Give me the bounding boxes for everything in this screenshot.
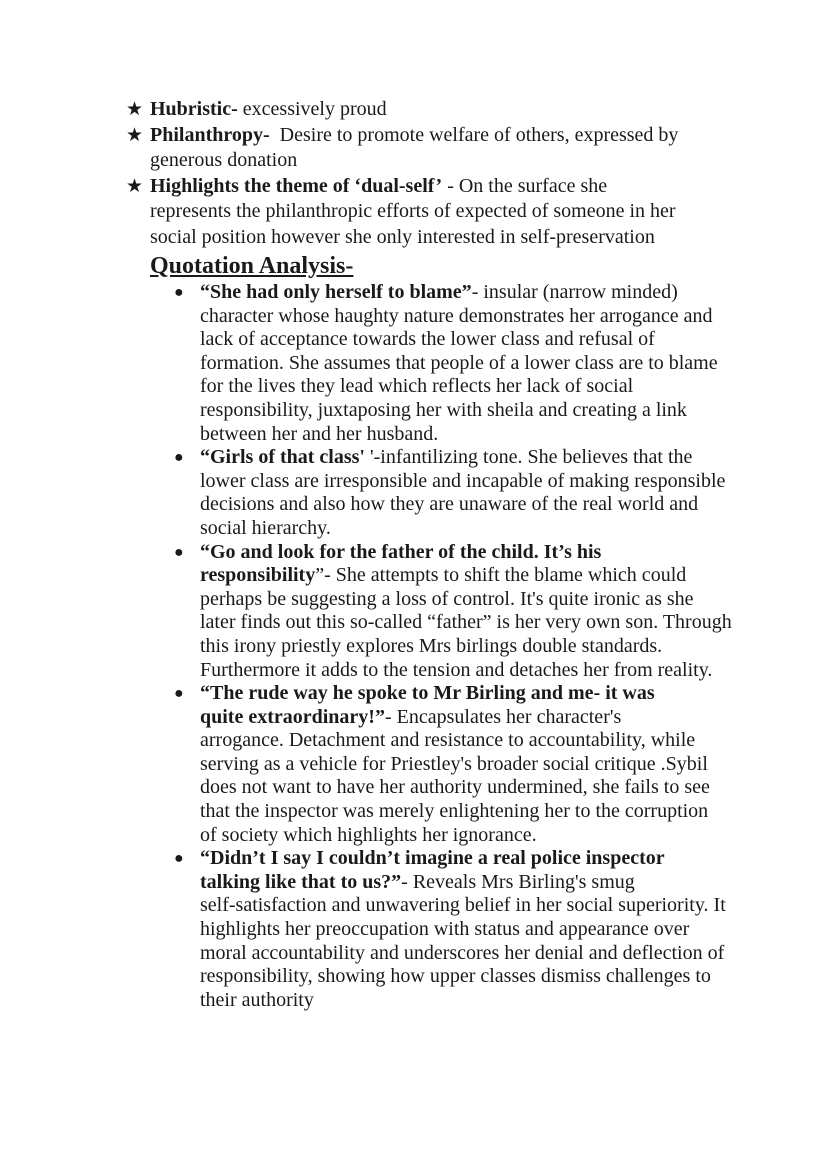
description-text: for the lives they lead which reflects her lack of social xyxy=(200,375,634,398)
quote-line xyxy=(200,541,732,565)
description-text: lower class are irresponsible and incapable of making responsible xyxy=(200,469,726,492)
item-first-line xyxy=(200,281,732,305)
star-icon: ★ xyxy=(126,175,144,197)
definition-item xyxy=(126,123,678,174)
analysis-text: Furthermore it adds to the tension and detaches her from reality. xyxy=(200,658,713,681)
analysis-text: of society which highlights her ignorance. xyxy=(200,823,537,846)
quotes-list xyxy=(172,281,732,1012)
description-text: formation. She assumes that people of a lower class are to blame xyxy=(200,351,718,374)
analysis-text: arrogance. Detachment and resistance to accountability, while xyxy=(200,729,696,752)
analysis-text: ”- She attempts to shift the blame which could xyxy=(315,564,687,587)
description-text: social position however she only interested in self-preservation xyxy=(150,225,655,248)
quote-text: “Didn’t I say I couldn’t imagine a real police inspector xyxy=(200,847,665,870)
bullet-icon: ● xyxy=(174,449,184,467)
analysis-text: their authority xyxy=(200,988,314,1011)
quote-line xyxy=(200,706,732,730)
quote-line xyxy=(200,564,732,588)
term-text: Philanthropy- xyxy=(150,123,270,146)
term-text: “Girls of that class' xyxy=(200,446,370,469)
definition-item xyxy=(126,174,678,251)
quote-text: talking like that to us?” xyxy=(200,870,402,893)
bullet-icon: ● xyxy=(174,685,184,703)
bullet-icon: ● xyxy=(174,850,184,868)
analysis-text: responsibility, showing how upper classes dismiss challenges to xyxy=(200,965,711,988)
quote-line xyxy=(200,871,732,895)
analysis-text: perhaps be suggesting a loss of control. It's quite ironic as she xyxy=(200,587,694,610)
description-text: decisions and also how they are unaware of the real world and xyxy=(200,493,699,516)
analysis-text: serving as a vehicle for Priestley's broader social critique .Sybil xyxy=(200,752,708,775)
description-text: - On the surface she xyxy=(442,174,608,197)
analysis-text: that the inspector was merely enlightening her to the corruption xyxy=(200,800,709,823)
star-icon: ★ xyxy=(126,124,144,146)
quote-line xyxy=(200,847,732,871)
item-first-line xyxy=(200,446,732,470)
star-icon: ★ xyxy=(126,99,144,120)
analysis-text: self-satisfaction and unwavering belief in her social superiority. It xyxy=(200,894,726,917)
analysis-text: later finds out this so-called “father” is her very own son. Through xyxy=(200,611,732,634)
quote-line xyxy=(200,682,732,706)
term-text: Hubristic- xyxy=(150,98,238,120)
description-text: responsibility, juxtaposing her with sheila and creating a link xyxy=(200,398,687,421)
term-text: “She had only herself to blame” xyxy=(200,281,472,303)
quotation-analysis-heading: Quotation Analysis- xyxy=(150,253,354,279)
quote-text: “Go and look for the father of the child. It’s his xyxy=(200,540,602,563)
definitions-list xyxy=(126,97,678,250)
quote-text: quite extraordinary!” xyxy=(200,705,385,728)
description-text: lack of acceptance towards the lower class and refusal of xyxy=(200,328,655,351)
description-text: social hierarchy. xyxy=(200,516,331,539)
analysis-text: - Reveals Mrs Birling's smug xyxy=(401,870,635,893)
definition-item xyxy=(126,97,678,123)
quote-text: responsibility xyxy=(200,564,316,587)
item-first-line xyxy=(150,123,678,149)
description-text: character whose haughty nature demonstrates her arrogance and xyxy=(200,304,713,327)
item-first-line xyxy=(150,174,678,200)
analysis-text: - Encapsulates her character's xyxy=(384,705,622,728)
analysis-text: highlights her preoccupation with status and appearance over xyxy=(200,918,690,941)
item-first-line xyxy=(150,97,678,123)
bullet-icon: ● xyxy=(174,284,184,301)
description-text: - insular (narrow minded) xyxy=(471,281,678,303)
description-text: between her and her husband. xyxy=(200,422,439,445)
analysis-text: this irony priestly explores Mrs birlings double standards. xyxy=(200,634,663,657)
description-text: excessively proud xyxy=(237,98,387,120)
quote-text: “The rude way he spoke to Mr Birling and me- it was xyxy=(200,682,655,705)
quote-item xyxy=(172,446,732,540)
term-text: Highlights the theme of ‘dual-self’ xyxy=(150,174,443,197)
analysis-text: moral accountability and underscores her denial and deflection of xyxy=(200,941,725,964)
quote-item xyxy=(172,847,732,1012)
description-text: Desire to promote welfare of others, expressed by xyxy=(269,123,679,146)
bullet-icon: ● xyxy=(174,543,184,561)
quote-item xyxy=(172,682,732,847)
description-text: '-infantilizing tone. She believes that the xyxy=(370,446,693,469)
description-text: generous donation xyxy=(150,149,298,171)
quote-item xyxy=(172,541,732,683)
analysis-text: does not want to have her authority undermined, she fails to see xyxy=(200,776,710,799)
description-text: represents the philanthropic efforts of expected of someone in her xyxy=(150,200,676,222)
quote-item xyxy=(172,281,732,446)
